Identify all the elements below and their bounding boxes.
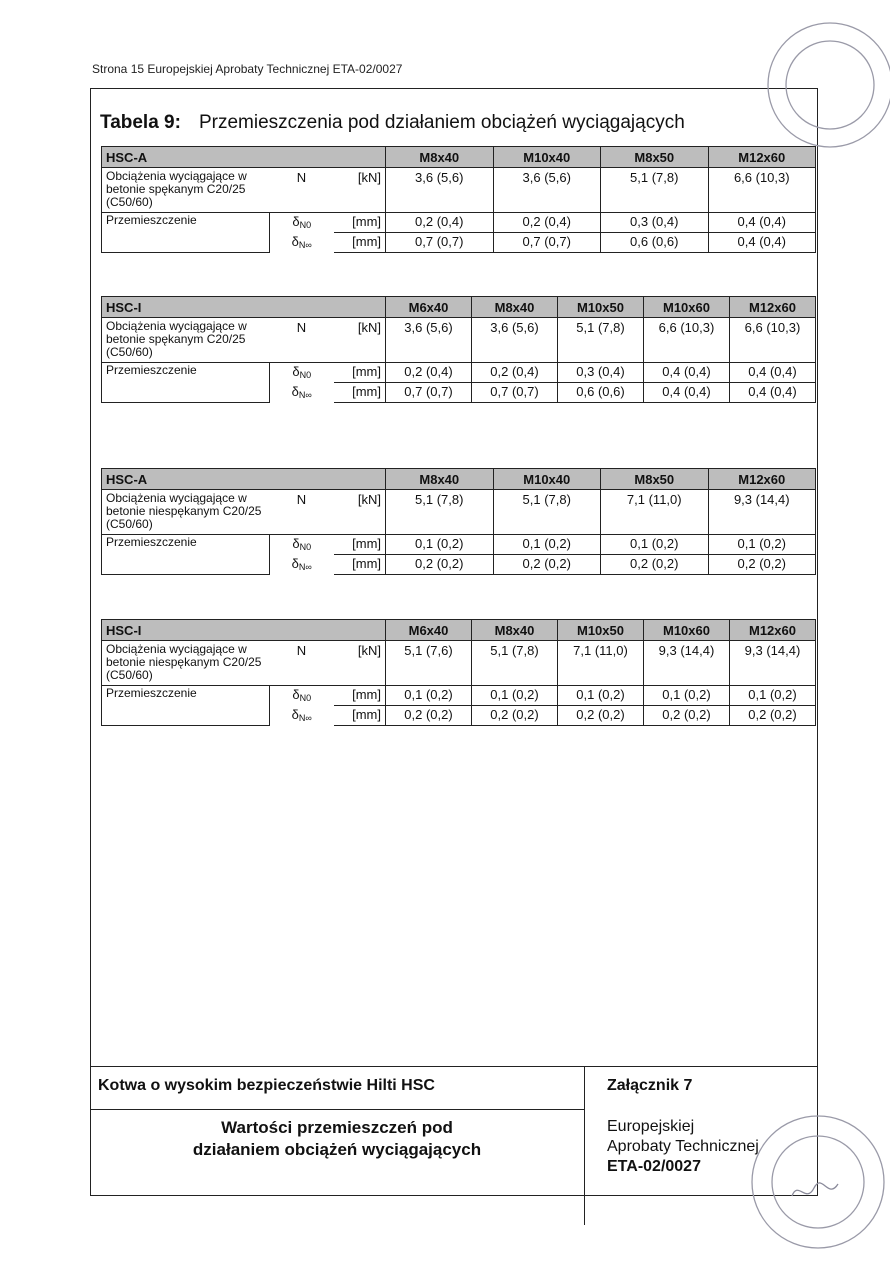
translator-seal-bottom xyxy=(726,1100,888,1260)
delta-subscript: N0 xyxy=(299,693,312,703)
displacement-n0-value: 0,1 (0,2) xyxy=(558,686,644,706)
series-name: HSC-A xyxy=(102,469,386,490)
load-symbol: N xyxy=(270,168,334,213)
delta-subscript: N∞ xyxy=(298,712,312,723)
column-header: M12x60 xyxy=(708,469,816,490)
delta-letter: δ xyxy=(291,706,299,722)
load-value: 5,1 (7,8) xyxy=(493,490,601,535)
delta-symbol xyxy=(292,384,312,399)
load-unit: [kN] xyxy=(334,490,386,535)
load-unit: [kN] xyxy=(334,318,386,363)
displacement-ninf-value: 0,2 (0,2) xyxy=(644,706,730,726)
delta-letter: δ xyxy=(292,364,300,379)
column-header: M12x60 xyxy=(730,297,816,318)
displacement-ninf-value: 0,7 (0,7) xyxy=(493,233,601,253)
displacement-n0-value: 0,4 (0,4) xyxy=(708,213,816,233)
column-header: M12x60 xyxy=(708,147,816,168)
displacement-ninf-value: 0,2 (0,2) xyxy=(730,706,816,726)
displacement-n0-value: 0,1 (0,2) xyxy=(601,535,709,555)
delta-subscript: N0 xyxy=(299,370,312,380)
displacement-unit: [mm] xyxy=(334,233,386,253)
displacement-n0-value: 0,3 (0,4) xyxy=(558,363,644,383)
delta-symbol-cell xyxy=(270,363,334,383)
footer-eta-line-2: Aprobaty Technicznej xyxy=(607,1138,759,1155)
column-header: M8x40 xyxy=(472,297,558,318)
column-header: M10x50 xyxy=(558,297,644,318)
load-symbol: N xyxy=(270,318,334,363)
displacement-label: Przemieszczenie xyxy=(102,535,270,575)
displacement-unit: [mm] xyxy=(334,555,386,575)
load-label: Obciążenia wyciągające w betonie niespękanym C20/25 (C50/60) xyxy=(102,490,270,535)
displacement-table xyxy=(101,468,816,575)
load-value: 5,1 (7,8) xyxy=(558,318,644,363)
displacement-n0-value: 0,1 (0,2) xyxy=(708,535,816,555)
table-header-row xyxy=(102,297,816,318)
column-header: M8x50 xyxy=(601,147,709,168)
footer-block xyxy=(90,1066,818,1197)
displacement-ninf-value: 0,4 (0,4) xyxy=(730,383,816,403)
table-header-row xyxy=(102,620,816,641)
footer-annex: Załącznik 7 xyxy=(607,1077,693,1094)
column-header: M10x50 xyxy=(558,620,644,641)
displacement-unit: [mm] xyxy=(334,686,386,706)
displacement-n0-value: 0,1 (0,2) xyxy=(386,686,472,706)
displacement-n0-value: 0,3 (0,4) xyxy=(601,213,709,233)
load-unit: [kN] xyxy=(334,641,386,686)
delta-symbol-cell xyxy=(270,555,334,575)
delta-letter: δ xyxy=(292,687,300,702)
table-title xyxy=(100,112,685,134)
displacement-row-n0 xyxy=(102,535,816,555)
load-value: 3,6 (5,6) xyxy=(493,168,601,213)
displacement-ninf-value: 0,2 (0,2) xyxy=(708,555,816,575)
displacement-table xyxy=(101,619,816,726)
displacement-table xyxy=(101,146,816,253)
column-header: M10x60 xyxy=(644,297,730,318)
delta-letter: δ xyxy=(291,383,299,399)
delta-symbol-cell xyxy=(270,213,334,233)
load-value: 5,1 (7,8) xyxy=(472,641,558,686)
load-value: 6,6 (10,3) xyxy=(644,318,730,363)
footer-divider-horizontal xyxy=(90,1109,584,1110)
delta-symbol-cell xyxy=(270,706,334,726)
column-header: M10x40 xyxy=(493,147,601,168)
displacement-n0-value: 0,2 (0,4) xyxy=(386,213,494,233)
column-header: M6x40 xyxy=(386,297,472,318)
delta-symbol xyxy=(292,687,311,702)
displacement-unit: [mm] xyxy=(334,535,386,555)
load-value: 9,3 (14,4) xyxy=(644,641,730,686)
displacement-n0-value: 0,1 (0,2) xyxy=(386,535,494,555)
displacement-unit: [mm] xyxy=(334,383,386,403)
series-name: HSC-I xyxy=(102,620,386,641)
displacement-row-n0 xyxy=(102,363,816,383)
displacement-ninf-value: 0,2 (0,2) xyxy=(386,706,472,726)
load-label: Obciążenia wyciągające w betonie spękanym C20/25 (C50/60) xyxy=(102,168,270,213)
delta-symbol xyxy=(292,364,311,379)
column-header: M8x50 xyxy=(601,469,709,490)
delta-symbol-cell xyxy=(270,233,334,253)
displacement-ninf-value: 0,6 (0,6) xyxy=(558,383,644,403)
delta-symbol xyxy=(292,214,311,229)
delta-letter: δ xyxy=(291,233,299,249)
load-unit: [kN] xyxy=(334,168,386,213)
displacement-n0-value: 0,2 (0,4) xyxy=(386,363,472,383)
load-value: 6,6 (10,3) xyxy=(708,168,816,213)
load-value: 7,1 (11,0) xyxy=(601,490,709,535)
column-header: M12x60 xyxy=(730,620,816,641)
delta-symbol-cell xyxy=(270,686,334,706)
series-name: HSC-A xyxy=(102,147,386,168)
load-value: 9,3 (14,4) xyxy=(730,641,816,686)
delta-letter: δ xyxy=(291,555,299,571)
delta-symbol xyxy=(292,536,311,551)
displacement-label: Przemieszczenie xyxy=(102,363,270,403)
table-number: Tabela 9: xyxy=(100,112,181,133)
delta-subscript: N0 xyxy=(299,220,312,230)
load-value: 5,1 (7,8) xyxy=(601,168,709,213)
load-value: 3,6 (5,6) xyxy=(386,318,472,363)
column-header: M8x40 xyxy=(386,469,494,490)
displacement-ninf-value: 0,2 (0,2) xyxy=(386,555,494,575)
displacement-label: Przemieszczenie xyxy=(102,213,270,253)
delta-symbol xyxy=(292,556,312,571)
column-header: M10x40 xyxy=(493,469,601,490)
load-value: 6,6 (10,3) xyxy=(730,318,816,363)
table-caption: Przemieszczenia pod działaniem obciążeń wyciągających xyxy=(198,112,685,133)
delta-subscript: N∞ xyxy=(298,561,312,572)
displacement-table xyxy=(101,296,816,403)
load-row xyxy=(102,318,816,363)
load-label: Obciążenia wyciągające w betonie spękanym C20/25 (C50/60) xyxy=(102,318,270,363)
load-value: 3,6 (5,6) xyxy=(472,318,558,363)
load-value: 3,6 (5,6) xyxy=(386,168,494,213)
displacement-row-n0 xyxy=(102,686,816,706)
delta-symbol-cell xyxy=(270,535,334,555)
displacement-n0-value: 0,2 (0,4) xyxy=(493,213,601,233)
displacement-unit: [mm] xyxy=(334,213,386,233)
displacement-ninf-value: 0,4 (0,4) xyxy=(644,383,730,403)
footer-anchor-name: Kotwa o wysokim bezpieczeństwie Hilti HSC xyxy=(98,1077,435,1094)
load-row xyxy=(102,641,816,686)
delta-symbol xyxy=(292,707,312,722)
displacement-ninf-value: 0,7 (0,7) xyxy=(386,233,494,253)
displacement-ninf-value: 0,6 (0,6) xyxy=(601,233,709,253)
load-value: 7,1 (11,0) xyxy=(558,641,644,686)
displacement-n0-value: 0,1 (0,2) xyxy=(730,686,816,706)
delta-symbol xyxy=(292,234,312,249)
load-value: 9,3 (14,4) xyxy=(708,490,816,535)
delta-subscript: N∞ xyxy=(298,239,312,250)
displacement-ninf-value: 0,4 (0,4) xyxy=(708,233,816,253)
footer-eta-line-1: Europejskiej xyxy=(607,1118,695,1135)
footer-subject-line-1: Wartości przemieszczeń pod xyxy=(221,1118,453,1137)
displacement-ninf-value: 0,7 (0,7) xyxy=(472,383,558,403)
displacement-unit: [mm] xyxy=(334,706,386,726)
displacement-ninf-value: 0,2 (0,2) xyxy=(472,706,558,726)
page-header: Strona 15 Europejskiej Aprobaty Technicznej ETA-02/0027 xyxy=(92,62,403,76)
footer-subject xyxy=(90,1117,584,1161)
delta-subscript: N0 xyxy=(299,542,312,552)
displacement-ninf-value: 0,2 (0,2) xyxy=(601,555,709,575)
delta-symbol-cell xyxy=(270,383,334,403)
load-row xyxy=(102,168,816,213)
translator-seal-top xyxy=(752,10,890,160)
series-name: HSC-I xyxy=(102,297,386,318)
load-symbol: N xyxy=(270,490,334,535)
displacement-n0-value: 0,1 (0,2) xyxy=(644,686,730,706)
displacement-n0-value: 0,4 (0,4) xyxy=(730,363,816,383)
column-header: M6x40 xyxy=(386,620,472,641)
load-symbol: N xyxy=(270,641,334,686)
table-header-row xyxy=(102,469,816,490)
column-header: M10x60 xyxy=(644,620,730,641)
displacement-label: Przemieszczenie xyxy=(102,686,270,726)
load-row xyxy=(102,490,816,535)
displacement-n0-value: 0,1 (0,2) xyxy=(472,686,558,706)
displacement-ninf-value: 0,2 (0,2) xyxy=(558,706,644,726)
displacement-row-n0 xyxy=(102,213,816,233)
displacement-n0-value: 0,2 (0,4) xyxy=(472,363,558,383)
displacement-ninf-value: 0,7 (0,7) xyxy=(386,383,472,403)
load-value: 5,1 (7,6) xyxy=(386,641,472,686)
displacement-unit: [mm] xyxy=(334,363,386,383)
load-label: Obciążenia wyciągające w betonie niespękanym C20/25 (C50/60) xyxy=(102,641,270,686)
delta-letter: δ xyxy=(292,214,300,229)
delta-letter: δ xyxy=(292,536,300,551)
table-header-row xyxy=(102,147,816,168)
displacement-n0-value: 0,4 (0,4) xyxy=(644,363,730,383)
footer-eta-code: ETA-02/0027 xyxy=(607,1158,701,1175)
displacement-ninf-value: 0,2 (0,2) xyxy=(493,555,601,575)
load-value: 5,1 (7,8) xyxy=(386,490,494,535)
delta-subscript: N∞ xyxy=(298,389,312,400)
displacement-n0-value: 0,1 (0,2) xyxy=(493,535,601,555)
column-header: M8x40 xyxy=(472,620,558,641)
footer-divider-vertical xyxy=(584,1067,585,1225)
column-header: M8x40 xyxy=(386,147,494,168)
footer-subject-line-2: działaniem obciążeń wyciągających xyxy=(192,1140,482,1159)
